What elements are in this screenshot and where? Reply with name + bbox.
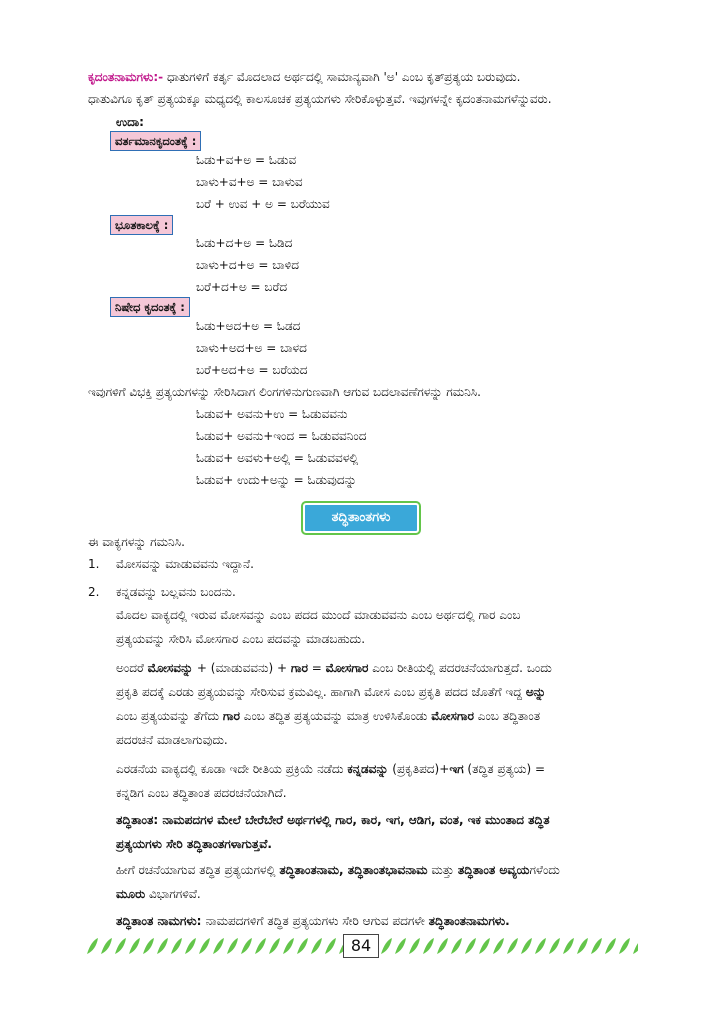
text-line: ಪ್ರತ್ಯಯವನ್ನು ಸೇರಿಸಿ ಮೋಸಗಾರ ಎಂಬ ಪದವನ್ನು ಮಾಡಬಹುದು. bbox=[116, 632, 366, 646]
example-line: ಬಾಳು+ದ+ಅ = ಬಾಳಿದ bbox=[196, 258, 299, 272]
text-span: ವಿಭಾಗಗಳಿವೆ. bbox=[145, 887, 201, 901]
text-span: = bbox=[307, 661, 326, 675]
sentence-number: 2. bbox=[88, 585, 100, 599]
definition-term: ತದ್ಧಿತಾಂತ: bbox=[116, 813, 163, 827]
bold-term: ಮೂರು bbox=[116, 887, 146, 901]
present-participle-label: ವರ್ತಮಾನಕೃದಂತಕ್ಕೆ : bbox=[110, 131, 201, 151]
bold-term: ಮೋಸವನ್ನು bbox=[147, 661, 194, 675]
text-span: ಎರಡನೆಯ ವಾಕ್ಯದಲ್ಲಿ ಕೂಡಾ ಇದೇ ರೀತಿಯ ಪ್ರಕ್ರಿಯೆ ನಡೆದು bbox=[116, 762, 348, 776]
text-span: ನಾಮಪದಗಳ ಮೇಲೆ ಬೇರೆಬೇರೆ ಅರ್ಥಗಳಲ್ಲಿ ಗಾರ, ಕಾರ, ಇಗ, ಆಡಿಗ, ವಂತ, ಇಕ ಮುಂತಾದ ತದ್ಧಿತ bbox=[162, 813, 550, 827]
vibhakti-example: ಓಡುವ+ ಅವನು+ಇಂದ = ಓಡುವವನಿಂದ bbox=[196, 429, 367, 443]
bold-term: ಗಾರ bbox=[290, 661, 308, 675]
text-span: (ತದ್ಧಿತ ಪ್ರತ್ಯಯ) = bbox=[463, 762, 546, 776]
text-span: ಎಂಬ ರೀತಿಯಲ್ಲಿ ಪದರಚನೆಯಾಗುತ್ತದೆ. ಒಂದು bbox=[368, 661, 552, 675]
text-span: ಗಳೆಂದು bbox=[529, 863, 560, 877]
explanation-paragraph-2 bbox=[116, 656, 638, 752]
example-line: ಬಾಳು+ಅದ+ಅ = ಬಾಳದ bbox=[196, 341, 307, 355]
definition-paragraph bbox=[116, 808, 638, 856]
vibhakti-example: ಓಡುವ+ ಅವನು+ಉ = ಓಡುವವನು bbox=[196, 407, 348, 421]
example-line: ಬರೆ+ದ+ಅ = ಬರೆದ bbox=[196, 280, 288, 294]
intro-text-1: ಧಾತುಗಳಿಗೆ ಕರ್ತೃ ಮೊದಲಾದ ಅರ್ಥದಲ್ಲಿ ಸಾಮಾನ್ಯವಾಗಿ 'ಅ' ಎಂಬ ಕೃತ್‍ಪ್ರತ್ಯಯ ಬರುವುದು. bbox=[163, 70, 521, 84]
sentence-text: ಕನ್ನಡವನ್ನು ಬಲ್ಲವನು ಬಂದನು. bbox=[116, 585, 236, 599]
bold-term: ಮೋಸಗಾರ bbox=[431, 709, 474, 723]
bold-term: ಗಾರ bbox=[222, 709, 240, 723]
past-tense-label: ಭೂತಕಾಲಕ್ಕೆ : bbox=[110, 215, 173, 235]
explanation-paragraph-1 bbox=[116, 603, 638, 651]
example-line: ಓಡು+ವ+ಅ = ಓಡುವ bbox=[196, 153, 297, 167]
text-span: ಅಂದರೆ bbox=[116, 661, 148, 675]
section-heading: ತದ್ಧಿತಾಂತಗಳು bbox=[303, 503, 419, 533]
bold-term: ತದ್ಧಿತಾಂತನಾಮ, ತದ್ಧಿತಾಂತಭಾವನಾಮ bbox=[279, 863, 428, 877]
text-span: ಪ್ರತ್ಯಯಗಳು ಸೇರಿ ತದ್ಧಿತಾಂತಗಳಾಗುತ್ತವೆ. bbox=[116, 837, 272, 851]
vibhakti-note: ಇವುಗಳಿಗೆ ವಿಭಕ್ತಿ ಪ್ರತ್ಯಯಗಳನ್ನು ಸೇರಿಸಿದಾಗ ಲಿಂಗಗಳಿನುಗುಣವಾಗಿ ಆಗುವ ಬದಲಾವಣೆಗಳನ್ನು ಗಮನಿಸಿ. bbox=[88, 385, 481, 399]
vibhakti-example: ಓಡುವ+ ಅವಳು+ಅಲ್ಲಿ = ಓಡುವವಳಲ್ಲಿ bbox=[196, 451, 359, 465]
types-paragraph bbox=[116, 858, 638, 906]
definition-term: ತದ್ಧಿತಾಂತ ನಾಮಗಳು: bbox=[116, 914, 206, 928]
bold-term: ಅನ್ನು bbox=[525, 685, 546, 699]
last-definition bbox=[116, 910, 638, 932]
intro-term: ಕೃದಂತನಾಮಗಳು:- bbox=[88, 70, 164, 84]
explanation-paragraph-3 bbox=[116, 757, 638, 805]
example-line: ಬರೆ + ಉವ + ಅ = ಬರೆಯುವ bbox=[196, 197, 330, 211]
text-span: ಎಂಬ ತದ್ಧಿತ ಪ್ರತ್ಯಯವನ್ನು ಮಾತ್ರ ಉಳಿಸಿಕೊಂಡು bbox=[239, 709, 432, 723]
intro-text-2: ಧಾತುವಿಗೂ ಕೃತ್ ಪ್ರತ್ಯಯಕ್ಕೂ ಮಧ್ಯದಲ್ಲಿ ಕಾಲಸೂಚಕ ಪ್ರತ್ಯಯಗಳು ಸೇರಿಕೊಳ್ಳುತ್ತವೆ. ಇವುಗಳನ್ನೇ ಕೃದಂತನಾಮಗಳೆನ್ನುವರು. bbox=[88, 92, 552, 106]
sentence-number: 1. bbox=[88, 557, 100, 571]
text-span: ಪ್ರಕೃತಿ ಪದಕ್ಕೆ ಎರಡು ಪ್ರತ್ಯಯವನ್ನು ಸೇರಿಸುವ ಕ್ರಮವಿಲ್ಲ. ಹಾಗಾಗಿ ಮೋಸ ಎಂಬ ಪ್ರಕೃತಿ ಪದದ ಜೊತೆಗೆ ಇದ್ದ bbox=[116, 685, 526, 699]
bold-term: ತದ್ಧಿತಾಂತನಾಮಗಳು. bbox=[428, 914, 510, 928]
text-line: ಮೊದಲ ವಾಕ್ಯದಲ್ಲಿ ಇರುವ ಮೋಸವನ್ನು ಎಂಬ ಪದದ ಮುಂದೆ ಮಾಡುವವನು ಎಂಬ ಅರ್ಥದಲ್ಲಿ ಗಾರ ಎಂಬ bbox=[116, 608, 521, 622]
bold-term: ಕನ್ನಡವನ್ನು bbox=[347, 762, 389, 776]
bold-term: ಮೋಸಗಾರ bbox=[325, 661, 369, 675]
text-span: ಕನ್ನಡಿಗ ಎಂಬ ತದ್ಧಿತಾಂತ ಪದರಚನೆಯಾಗಿದೆ. bbox=[116, 786, 287, 800]
text-span: ಪದರಚನೆ ಮಾಡಲಾಗುವುದು. bbox=[116, 733, 228, 747]
text-span: ಹೀಗೆ ರಚನೆಯಾಗುವ ತದ್ಧಿತ ಪ್ರತ್ಯಯಗಳಲ್ಲಿ bbox=[116, 863, 280, 877]
text-span: ನಾಮಪದಗಳಿಗೆ ತದ್ಧಿತ ಪ್ರತ್ಯಯಗಳು ಸೇರಿ ಆಗುವ ಪದಗಳೇ bbox=[205, 914, 429, 928]
text-span: ಎಂಬ ಪ್ರತ್ಯಯವನ್ನು ತೆಗೆದು bbox=[116, 709, 223, 723]
example-label: ಉದಾ: bbox=[116, 115, 144, 129]
text-span: (ಪ್ರಕೃತಿಪದ)+ bbox=[388, 762, 450, 776]
observe-instruction: ಈ ವಾಕ್ಯಗಳನ್ನು ಗಮನಿಸಿ. bbox=[88, 535, 185, 549]
example-line: ಓಡು+ದ+ಅ = ಓಡಿದ bbox=[196, 236, 293, 250]
example-line: ಬಾಳು+ವ+ಅ = ಬಾಳುವ bbox=[196, 175, 303, 189]
page-number: 84 bbox=[343, 934, 379, 958]
example-line: ಬರೆ+ಅದ+ಅ = ಬರೆಯದ bbox=[196, 363, 308, 377]
bold-term: ಇಗ bbox=[449, 762, 464, 776]
text-span: ಮತ್ತು bbox=[427, 863, 458, 877]
text-span: + (ಮಾಡುವವನು) + bbox=[193, 661, 291, 675]
sentence-text: ಮೋಸವನ್ನು ಮಾಡುವವನು ಇದ್ದಾನೆ. bbox=[116, 557, 254, 571]
text-span: ಎಂಬ ತದ್ಧಿತಾಂತ bbox=[473, 709, 541, 723]
vibhakti-example: ಓಡುವ+ ಉದು+ಅನ್ನು = ಓಡುವುದನ್ನು bbox=[196, 473, 357, 487]
negative-participle-label: ನಿಷೇಧ ಕೃದಂತಕ್ಕೆ : bbox=[110, 297, 190, 317]
intro-paragraph bbox=[88, 66, 638, 110]
bold-term: ತದ್ಧಿತಾಂತ ಅವ್ಯಯ bbox=[457, 863, 530, 877]
example-line: ಓಡು+ಅದ+ಅ = ಓಡದ bbox=[196, 319, 301, 333]
